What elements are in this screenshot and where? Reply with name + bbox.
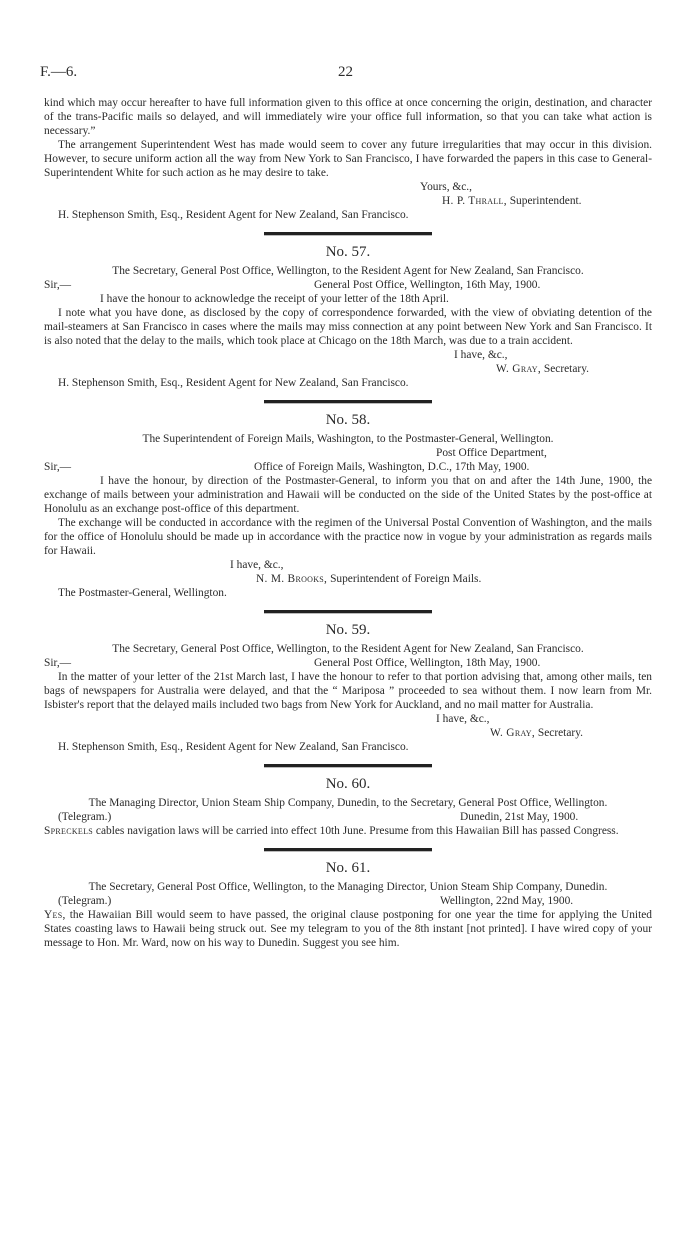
letter-paragraph-2: The exchange will be conducted in accordance with the regimen of the Universal Postal Convention of Washington, and the mails for the office of Honolulu should be made up in accordance with the practice now in vogue by your administration as regards mails for Hawaii.: [44, 517, 652, 557]
letter-paragraph-2: I note what you have done, as disclosed by the copy of correspondence forwarded, with the view of obviating detention of the mail-steamers at San Francisco in cases where the mails may miss connection at any point between New York and San Francisco. It is also noted that the delay to the mails, which took place at Chicago on the 18th March, was due to a train accident.: [44, 307, 652, 347]
intro-closing: Yours, &c.,: [420, 181, 473, 193]
letter-heading: The Superintendent of Foreign Mails, Washington, to the Postmaster-General, Wellington.: [142, 433, 554, 445]
intro-paragraph-1: kind which may occur hereafter to have full information given to this office at once concerning the origin, destination, and character of the trans-Pacific mails so delayed, and will immediately wire your office full information, so that you can take what action is necessary.”: [44, 97, 652, 137]
page-content: [44, 96, 652, 950]
intro-continuation: [44, 96, 652, 222]
telegram-body: [44, 824, 652, 838]
intro-signature-title: Superintendent.: [509, 195, 582, 207]
intro-signature-row: [44, 194, 652, 208]
letter-paragraph-1: In the matter of your letter of the 21st March last, I have the honour to refer to that portion advising that, among other mails, ten bags of newspapers for Australia were delayed, and that the “ Mariposa ” proceeded to sea without them. I now learn from Mr. Isbister's report that the delayed mails included two bags from New York for Auckland, and no mail matter for Australia.: [44, 671, 652, 711]
signature-name: N. M. Brooks,: [256, 573, 328, 585]
letter-number: No. 60.: [325, 776, 371, 792]
dateline: General Post Office, Wellington, 16th May, 1900.: [314, 279, 541, 291]
salutation-row: [44, 656, 652, 670]
letter-61: [44, 858, 652, 950]
letter-59: [44, 620, 652, 754]
letter-paragraph-1: I have the honour to acknowledge the receipt of your letter of the 18th April.: [100, 293, 449, 305]
page-header: [40, 64, 652, 84]
page-number: 22: [338, 64, 353, 80]
salutation: Sir,—: [44, 657, 72, 669]
letter-number: No. 61.: [325, 860, 371, 876]
signature-row: [44, 572, 652, 586]
closing: I have, &c.,: [454, 349, 508, 361]
telegram-label: (Telegram.): [58, 895, 112, 907]
intro-paragraph-2: The arrangement Superintendent West has made would seem to cover any future irregularities that may occur in this division. However, to secure uniform action all the way from New York to San Francisco, I have forwarded the papers in this case to General-Superintendent White for such action as he may desire to take.: [44, 139, 652, 179]
letter-heading: The Secretary, General Post Office, Wellington, to the Managing Director, Union Steam Ship Company, Dunedin.: [88, 881, 608, 893]
intro-addressee: H. Stephenson Smith, Esq., Resident Agent for New Zealand, San Francisco.: [58, 209, 409, 221]
telegram-row: [44, 894, 652, 908]
telegram-lead-word: Yes,: [44, 909, 66, 921]
dateline: General Post Office, Wellington, 18th May, 1900.: [314, 657, 541, 669]
addressee: H. Stephenson Smith, Esq., Resident Agent for New Zealand, San Francisco.: [58, 741, 409, 753]
closing: I have, &c.,: [436, 713, 490, 725]
letter-58: [44, 410, 652, 600]
signature-row: [44, 726, 652, 740]
salutation-row: [44, 460, 652, 474]
closing-row: [44, 558, 652, 572]
letter-heading: The Managing Director, Union Steam Ship Company, Dunedin, to the Secretary, General Post Office, Wellington.: [88, 797, 608, 809]
letter-number: No. 58.: [325, 412, 371, 428]
section-divider: [264, 610, 432, 614]
addressee: The Postmaster-General, Wellington.: [58, 587, 227, 599]
letter-number: No. 57.: [325, 244, 371, 260]
salutation: Sir,—: [44, 461, 72, 473]
signature-name: W. Gray,: [496, 363, 542, 375]
section-divider: [264, 848, 432, 852]
closing-row: [44, 348, 652, 362]
section-divider: [264, 764, 432, 768]
signature-title: Secretary.: [543, 363, 590, 375]
intro-closing-row: [44, 180, 652, 194]
telegram-lead-word: Spreckels: [44, 825, 94, 837]
letter-57: [44, 242, 652, 390]
letter-paragraph-1: I have the honour, by direction of the Postmaster-General, to inform you that on and after the 14th June, 1900, the exchange of mails between your administration and Hawaii will be conducted on the side of the United States by the post-office at Honolulu as an exchange post-office of this department.: [44, 475, 652, 515]
signature-title: Secretary.: [537, 727, 584, 739]
parliamentary-paper-code: F.—6.: [40, 64, 78, 80]
letter-number: No. 59.: [325, 622, 371, 638]
dateline: Office of Foreign Mails, Washington, D.C., 17th May, 1900.: [254, 461, 530, 473]
telegram-text: the Hawaiian Bill would seem to have passed, the original clause postponing for one year the time for applying the United States coasting laws to Hawaii being struck out. See my telegram to you of the 8th instant [not printed]. I have wired copy of your message to Hon. Mr. Ward, now on his way to Dunedin. Suggest you see him.: [44, 909, 652, 949]
telegram-body: [44, 908, 652, 950]
closing: I have, &c.,: [230, 559, 284, 571]
dateline: Wellington, 22nd May, 1900.: [440, 895, 574, 907]
signature-name: W. Gray,: [490, 727, 536, 739]
dateline: Dunedin, 21st May, 1900.: [460, 811, 579, 823]
letter-heading: The Secretary, General Post Office, Wellington, to the Resident Agent for New Zealand, San Francisco.: [112, 643, 584, 655]
salutation-row: [44, 278, 652, 292]
salutation: Sir,—: [44, 279, 72, 291]
closing-row: [44, 712, 652, 726]
section-divider: [264, 232, 432, 236]
section-divider: [264, 400, 432, 404]
addressee: H. Stephenson Smith, Esq., Resident Agent for New Zealand, San Francisco.: [58, 377, 409, 389]
signature-row: [44, 362, 652, 376]
intro-signature-name: H. P. Thrall,: [442, 195, 507, 207]
telegram-text: cables navigation laws will be carried into effect 10th June. Presume from this Hawaiian Bill has passed Congress.: [95, 825, 619, 837]
department-row: [44, 446, 652, 460]
letter-60: [44, 774, 652, 838]
letter-heading: The Secretary, General Post Office, Wellington, to the Resident Agent for New Zealand, San Francisco.: [112, 265, 584, 277]
telegram-label: (Telegram.): [58, 811, 112, 823]
telegram-row: [44, 810, 652, 824]
department: Post Office Department,: [436, 447, 547, 459]
signature-title: Superintendent of Foreign Mails.: [330, 573, 482, 585]
